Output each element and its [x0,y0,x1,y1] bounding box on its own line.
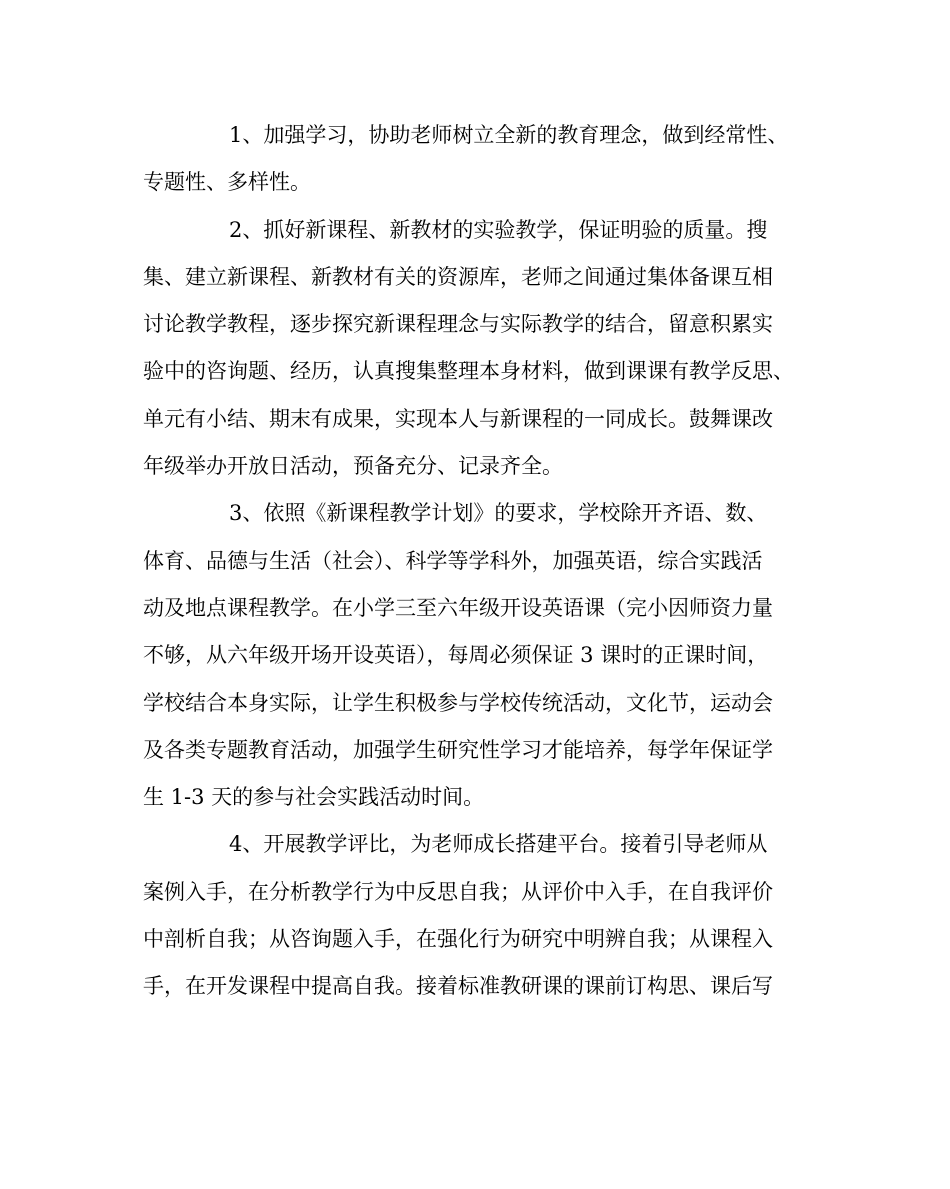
paragraph-4-line-2: 案例入手，在分析教学行为中反思自我；从评价中入手，在自我评价 [143,879,773,904]
paragraph-3-line-4: 不够，从六年级开场开设英语），每周必须保证 3 课时的正课时间， [143,643,769,668]
paragraph-2-line-1: 2、抓好新课程、新教材的实验教学，保证明验的质量。搜 [229,217,768,242]
paragraph-3-line-3: 动及地点课程教学。在小学三至六年级开设英语课（完小因师资力量 [143,595,773,620]
paragraph-3-line-7: 生 1-3 天的参与社会实践活动时间。 [143,785,485,810]
paragraph-2-line-4: 验中的咨询题、经历，认真搜集整理本身材料，做到课课有教学反思、 [143,359,794,384]
paragraph-3-line-1: 3、依照《新课程教学计划》的要求，学校除开齐语、数、 [229,501,768,526]
paragraph-3-line-2: 体育、品德与生活（社会）、科学等学科外，加强英语，综合实践活 [143,548,763,573]
paragraph-2-line-3: 讨论教学教程，逐步探究新课程理念与实际教学的结合，留意积累实 [143,312,773,337]
paragraph-2-line-5: 单元有小结、期末有成果，实现本人与新课程的一同成长。鼓舞课改 [143,406,773,431]
paragraph-4-line-4: 手，在开发课程中提高自我。接着标准教研课的课前订构思、课后写 [143,974,773,999]
paragraph-2-line-6: 年级举办开放日活动，预备充分、记录齐全。 [143,454,563,479]
document-body [143,125,811,1024]
paragraph-4-line-3: 中剖析自我；从咨询题入手，在强化行为研究中明辨自我；从课程入 [143,927,773,952]
paragraph-1-line-2: 专题性、多样性。 [143,170,311,195]
paragraph-3-line-5: 学校结合本身实际，让学生积极参与学校传统活动，文化节，运动会 [143,690,773,715]
paragraph-2-line-2: 集、建立新课程、新教材有关的资源库，老师之间通过集体备课互相 [143,264,773,289]
paragraph-1-line-1: 1、加强学习，协助老师树立全新的教育理念，做到经常性、 [229,123,789,147]
paragraph-4-line-1: 4、开展教学评比，为老师成长搭建平台。接着引导老师从 [229,832,768,857]
paragraph-3-line-6: 及各类专题教育活动，加强学生研究性学习才能培养，每学年保证学 [143,737,773,762]
